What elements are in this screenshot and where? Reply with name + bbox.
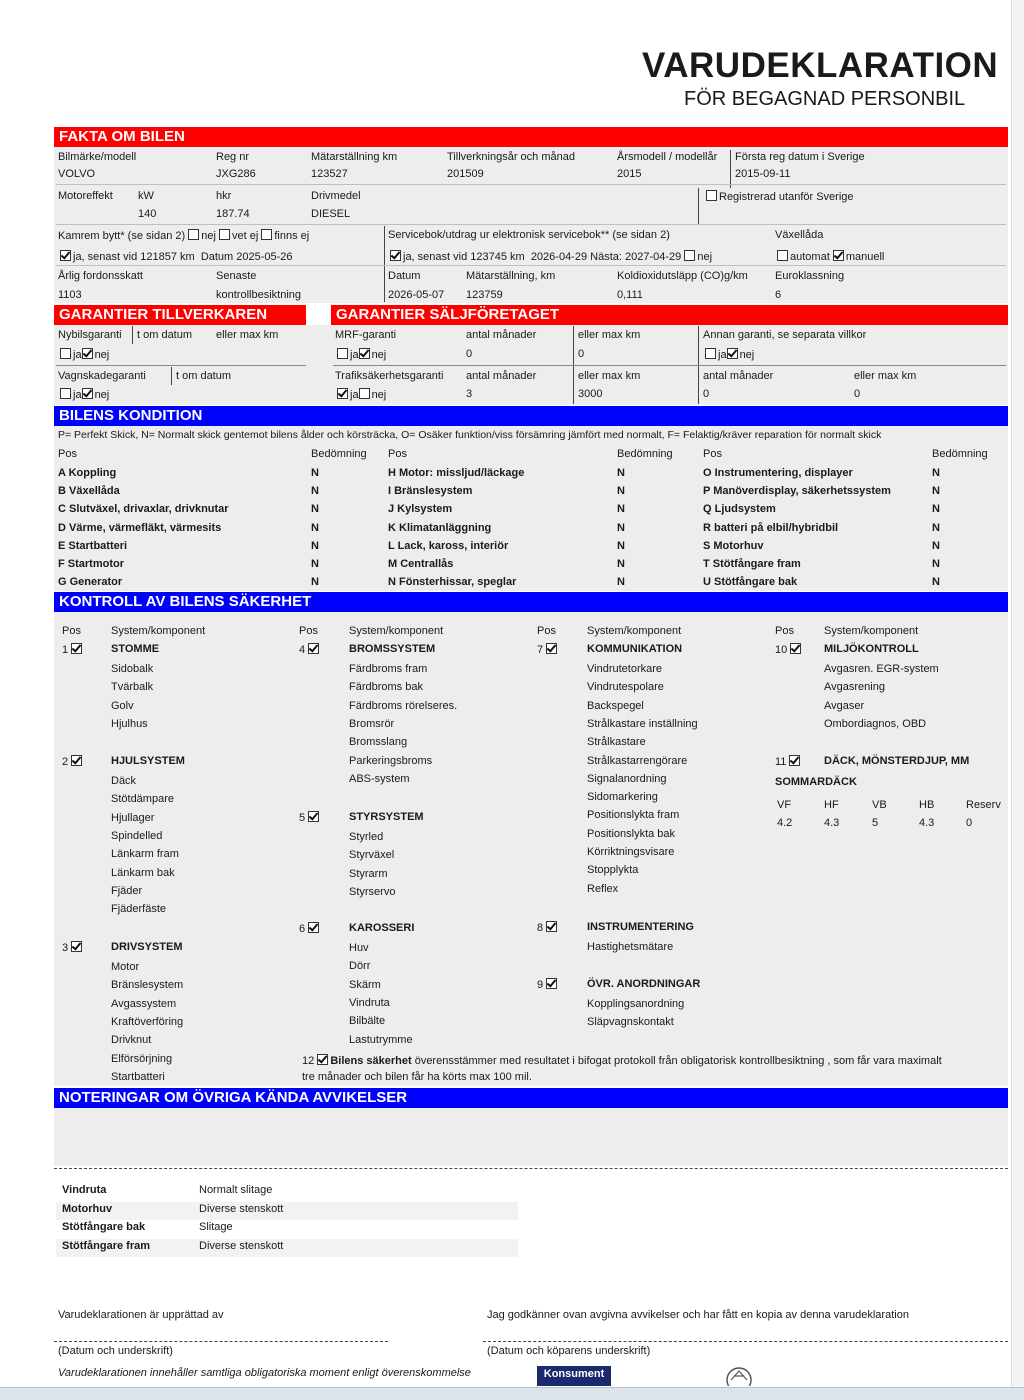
sommardack-label: SOMMARDÄCK bbox=[775, 776, 857, 788]
group-number: 8 bbox=[537, 922, 544, 934]
annan-janej: ja nej bbox=[705, 348, 754, 361]
kondition-item-value: N bbox=[932, 503, 940, 516]
manuell-checkbox[interactable] bbox=[833, 250, 844, 261]
kondition-item-value: N bbox=[311, 467, 319, 479]
section-garanti-salj-header: GARANTIER SÄLJFÖRETAGET bbox=[331, 305, 1008, 325]
label-nybilsgaranti: Nybilsgaranti bbox=[58, 329, 122, 341]
kondition-item-label: I Bränslesystem bbox=[388, 485, 473, 498]
vertical-scrollbar[interactable] bbox=[1011, 0, 1024, 1387]
sakerhet-item: Färdbroms fram bbox=[349, 663, 428, 675]
group-checkbox[interactable] bbox=[71, 755, 82, 766]
kondition-item-label: J Kylsystem bbox=[388, 503, 453, 516]
konsument-logo: Konsument bbox=[537, 1366, 611, 1386]
section-fakta-header: FAKTA OM BILEN bbox=[54, 127, 1008, 147]
sakerhet-item: Avgasrening bbox=[824, 681, 885, 694]
sakerhet-item: Strålkastarrengörare bbox=[587, 754, 688, 767]
signature-line-2[interactable] bbox=[483, 1341, 1008, 1342]
value-arsmodell: 2015 bbox=[617, 168, 642, 180]
kondition-item-value: N bbox=[932, 467, 940, 479]
sakerhet-item: Reflex bbox=[587, 882, 619, 895]
value-regnr: JXG286 bbox=[216, 168, 256, 180]
registrerad-utanfor-checkbox[interactable]: Registrerad utanför Sverige bbox=[706, 190, 854, 203]
sakerhet-item: Ombordiagnos, OBD bbox=[824, 717, 927, 730]
notering-key: Vindruta bbox=[62, 1184, 107, 1196]
group-checkbox[interactable] bbox=[308, 811, 319, 822]
value-drivmedel: DIESEL bbox=[311, 208, 351, 220]
kamrem-nej-checkbox[interactable] bbox=[188, 229, 199, 240]
label-tillv: Tillverkningsår och månad bbox=[447, 151, 575, 163]
sakerhet-item: Sidomarkering bbox=[587, 791, 658, 804]
label-arsmodell: Årsmodell / modellår bbox=[617, 151, 718, 163]
sakerhet-item: Däck bbox=[111, 775, 137, 787]
sakerhet-item: Parkeringsbroms bbox=[349, 754, 433, 767]
sakerhet-item: Länkarm fram bbox=[111, 848, 179, 861]
label-kw: kW bbox=[138, 190, 154, 202]
dack-col-header: HB bbox=[919, 799, 935, 811]
kamrem-ja-checkbox[interactable] bbox=[60, 250, 71, 261]
value-fordonsskatt: 1103 bbox=[58, 289, 82, 301]
kondition-item-value: N bbox=[932, 558, 940, 570]
kondition-item-label: U Stötfångare bak bbox=[703, 576, 798, 589]
annan-ja-checkbox[interactable] bbox=[705, 348, 716, 359]
sakerhet-item: Färdbroms rörelseres. bbox=[349, 699, 458, 712]
label-forsta: Första reg datum i Sverige bbox=[735, 151, 865, 163]
sakerhet-item: Tvärbalk bbox=[111, 681, 154, 694]
automat-checkbox[interactable] bbox=[777, 250, 788, 261]
notering-value: Normalt slitage bbox=[199, 1184, 273, 1196]
kondition-item-label: R batteri på elbil/hybridbil bbox=[703, 521, 839, 534]
value-matar: 123527 bbox=[311, 168, 348, 180]
dack-col-value: 4.3 bbox=[919, 817, 935, 829]
sakerhet-group-title: HJULSYSTEM bbox=[111, 755, 185, 767]
kondition-item-label: L Lack, kaross, interiör bbox=[388, 539, 509, 552]
sakerhet-g12-row2: tre månader och bilen får ha körts max 100 mil. bbox=[302, 1071, 532, 1083]
kondition-item-label: B Växellåda bbox=[58, 485, 120, 498]
sakerhet-group-5 bbox=[299, 811, 321, 824]
value-datum: 2026-05-07 bbox=[388, 289, 445, 301]
sakerhet-group-3 bbox=[62, 941, 84, 954]
signature-line-1[interactable] bbox=[54, 1341, 388, 1342]
group-number: 9 bbox=[537, 979, 544, 991]
kondition-item-value: N bbox=[617, 521, 625, 534]
kondition-item-label: D Värme, värmefläkt, värmesits bbox=[58, 521, 222, 534]
sakerhet-group-title: ÖVR. ANORDNINGAR bbox=[587, 978, 701, 990]
sakerhet-item: Vindrutetorkare bbox=[587, 663, 663, 675]
kondition-item-label: G Generator bbox=[58, 576, 123, 589]
service-ja-checkbox[interactable] bbox=[390, 250, 401, 261]
kondition-item-value: N bbox=[932, 521, 940, 534]
sakerhet-group-title: KOMMUNIKATION bbox=[587, 643, 683, 655]
noteringar-bg bbox=[54, 1108, 1008, 1166]
notering-key: Stötfångare fram bbox=[62, 1239, 151, 1252]
sakerhet-item: Stötdämpare bbox=[111, 793, 174, 806]
section-noteringar-header: NOTERINGAR OM ÖVRIGA KÄNDA AVVIKELSER bbox=[54, 1088, 1008, 1108]
kondition-item-value: N bbox=[617, 485, 625, 498]
sakerhet-item: Körriktningsvisare bbox=[587, 846, 675, 858]
group-checkbox[interactable] bbox=[789, 755, 800, 766]
group-checkbox[interactable] bbox=[308, 643, 319, 654]
sakerhet-item: Bilbälte bbox=[349, 1015, 386, 1028]
label-regnr: Reg nr bbox=[216, 151, 250, 163]
kondition-item-label: A Koppling bbox=[58, 467, 117, 479]
sakerhet-item: Styrväxel bbox=[349, 849, 395, 862]
sakerhet-group-title: INSTRUMENTERING bbox=[587, 921, 694, 933]
group-checkbox[interactable] bbox=[546, 978, 557, 989]
sakerhet-item: Dörr bbox=[349, 960, 371, 973]
label-trafik-antal: antal månader bbox=[466, 370, 537, 382]
dack-col-value: 0 bbox=[966, 817, 973, 829]
trafik-nej-checkbox[interactable] bbox=[359, 388, 370, 399]
value-hkr: 187.74 bbox=[216, 208, 250, 220]
sakerhet-group-10 bbox=[775, 643, 803, 656]
kond-bed-2: Bedömning bbox=[617, 448, 673, 460]
value-annan-man: 0 bbox=[703, 388, 710, 400]
label-motoreffekt: Motoreffekt bbox=[58, 190, 113, 202]
sakerhet-item: Styrarm bbox=[349, 867, 388, 880]
label-koldioxid: Koldioxidutsläpp (CO)g/km bbox=[617, 270, 748, 282]
sakerhet-pos-header: Pos bbox=[775, 625, 794, 637]
value-euro: 6 bbox=[775, 289, 782, 301]
label-trafik-ellermax: eller max km bbox=[578, 370, 641, 382]
kond-pos-1: Pos bbox=[58, 448, 77, 460]
group-checkbox[interactable] bbox=[546, 921, 557, 932]
notering-row bbox=[56, 1202, 518, 1220]
sakerhet-item: Huv bbox=[349, 942, 369, 954]
notering-value: Diverse stenskott bbox=[199, 1239, 284, 1252]
sakerhet-group-9 bbox=[537, 978, 559, 991]
sakerhet-system-header: System/komponent bbox=[111, 625, 206, 637]
kondition-item-value: N bbox=[311, 521, 319, 534]
service-nej-checkbox[interactable] bbox=[684, 250, 695, 261]
sakerhet-item: Kopplingsanordning bbox=[587, 998, 685, 1010]
value-matar2: 123759 bbox=[466, 289, 503, 301]
label-annan-antal: antal månader bbox=[703, 370, 774, 382]
sakerhet-item: Länkarm bak bbox=[111, 866, 175, 879]
notering-key: Stötfångare bak bbox=[62, 1221, 146, 1233]
label-matar: Mätarställning km bbox=[311, 151, 398, 163]
mrf-nej-checkbox[interactable] bbox=[359, 348, 370, 359]
group-number: 2 bbox=[62, 756, 69, 768]
group-number: 10 bbox=[775, 644, 788, 656]
kondition-item-label: M Centrallås bbox=[388, 558, 454, 570]
kondition-item-value: N bbox=[617, 558, 625, 570]
label-tom: t om datum bbox=[137, 329, 193, 341]
sakerhet-item: Stopplykta bbox=[587, 864, 639, 877]
trafik-janej: ja nej bbox=[337, 388, 386, 401]
kondition-item-value: N bbox=[311, 503, 319, 516]
sakerhet-item: Signalanordning bbox=[587, 772, 667, 785]
kamrem-ja-row: ja, senast vid 121857 km Datum 2025-05-26 bbox=[60, 250, 293, 263]
group-checkbox[interactable] bbox=[546, 643, 557, 654]
nybil-janej: ja nej bbox=[60, 348, 109, 361]
section-garanti-tillv-header: GARANTIER TILLVERKAREN bbox=[54, 305, 306, 325]
sakerhet-item: Vindruta bbox=[349, 996, 390, 1009]
sakerhet-group-7 bbox=[537, 643, 559, 656]
mrf-ja-checkbox[interactable] bbox=[337, 348, 348, 359]
sakerhet-item: Kraftöverföring bbox=[111, 1015, 184, 1028]
section-sakerhet-header: KONTROLL AV BILENS SÄKERHET bbox=[54, 592, 1008, 612]
sakerhet-pos-header: Pos bbox=[299, 625, 318, 637]
sakerhet-item: Släpvagnskontakt bbox=[587, 1016, 674, 1029]
label-senaste: Senaste bbox=[216, 270, 257, 282]
trafik-ja-checkbox[interactable] bbox=[337, 388, 348, 399]
kondition-item-value: N bbox=[932, 485, 940, 498]
sakerhet-g12-row: 12 Bilens säkerhet överensstämmer med resultatet i bifogat protokoll från obligatorisk kontrollbesiktning , som får vara maximalt bbox=[302, 1055, 942, 1067]
kondition-item-value: N bbox=[932, 539, 940, 552]
sakerhet-system-header: System/komponent bbox=[824, 625, 919, 637]
label-annan-ellermax: eller max km bbox=[854, 370, 917, 382]
section-kondition-header: BILENS KONDITION bbox=[54, 406, 1008, 426]
label-annan: Annan garanti, se separata villkor bbox=[703, 329, 867, 341]
sakerhet-item: Avgassystem bbox=[111, 997, 177, 1010]
group-number: 7 bbox=[537, 644, 544, 656]
sakerhet-item: Styrled bbox=[349, 831, 384, 843]
sakerhet-item: Backspegel bbox=[587, 699, 644, 712]
kondition-item-label: S Motorhuv bbox=[703, 539, 764, 552]
value-koldioxid: 0,111 bbox=[617, 289, 643, 301]
notering-row bbox=[56, 1183, 518, 1201]
dack-col-header: HF bbox=[824, 799, 839, 811]
kondition-legend: P= Perfekt Skick, N= Normalt skick gentemot bilens ålder och körsträcka, O= Osäker funktion/viss försämring jämfört med normalt, F= Felaktig/kräver reparation för normalt skick bbox=[58, 429, 882, 441]
kondition-item-label: F Startmotor bbox=[58, 558, 124, 570]
annan-nej-checkbox[interactable] bbox=[727, 348, 738, 359]
vagnskada-janej: ja nej bbox=[60, 388, 109, 401]
kondition-item-value: N bbox=[311, 558, 319, 570]
sakerhet-group-4 bbox=[299, 643, 321, 656]
sakerhet-group-title: KAROSSERI bbox=[349, 922, 415, 934]
footer-godkanner: Jag godkänner ovan avgivna avvikelser och har fått en kopia av denna varudeklaration bbox=[487, 1309, 909, 1321]
dack-col-header: VB bbox=[872, 799, 887, 811]
doc-subtitle: FÖR BEGAGNAD PERSONBIL bbox=[684, 88, 966, 110]
footer-upprattad: Varudeklarationen är upprättad av bbox=[58, 1309, 224, 1321]
value-mrf-km: 0 bbox=[578, 348, 585, 360]
service-ja-row: ja, senast vid 123745 km 2026-04-29 Nästa: 2027-04-29 nej bbox=[390, 250, 712, 263]
kond-bed-1: Bedömning bbox=[311, 448, 367, 460]
label-matar2: Mätarställning, km bbox=[466, 270, 556, 282]
sakerhet-item: Positionslykta bak bbox=[587, 827, 676, 840]
value-mrf-man: 0 bbox=[466, 348, 473, 360]
sakerhet-group-2 bbox=[62, 755, 84, 768]
kondition-item-label: T Stötfångare fram bbox=[703, 558, 801, 570]
sakerhet-item: Fjäderfäste bbox=[111, 903, 167, 916]
sakerhet-group-1 bbox=[62, 643, 84, 656]
sakerhet-item: Hjullager bbox=[111, 811, 155, 824]
label-bilmarke: Bilmärke/modell bbox=[58, 151, 137, 163]
sakerhet-group-11 bbox=[775, 755, 802, 768]
dack-col-value: 5 bbox=[872, 817, 879, 829]
kond-pos-2: Pos bbox=[388, 448, 407, 460]
sakerhet-item: ABS-system bbox=[349, 772, 410, 785]
sakerhet-item: Motor bbox=[111, 961, 140, 973]
group-number: 3 bbox=[62, 942, 69, 954]
kondition-item-value: N bbox=[617, 503, 625, 516]
dack-col-value: 4.3 bbox=[824, 817, 840, 829]
dack-col-value: 4.2 bbox=[777, 817, 793, 829]
kondition-item-label: P Manöverdisplay, säkerhetssystem bbox=[703, 485, 891, 498]
label-euro: Euroklassning bbox=[775, 270, 845, 282]
sakerhet-system-header: System/komponent bbox=[587, 625, 682, 637]
sakerhet-item: Positionslykta fram bbox=[587, 809, 680, 822]
label-vaxellada: Växellåda bbox=[775, 229, 824, 241]
kondition-item-value: N bbox=[617, 539, 625, 552]
kondition-item-label: E Startbatteri bbox=[58, 539, 128, 552]
sakerhet-item: Strålkastare bbox=[587, 736, 646, 749]
g12-checkbox[interactable] bbox=[317, 1054, 328, 1065]
sakerhet-item: Bromsslang bbox=[349, 736, 408, 749]
value-bilmarke: VOLVO bbox=[58, 168, 96, 180]
group-number: 6 bbox=[299, 923, 306, 935]
label-hkr: hkr bbox=[216, 190, 232, 202]
kondition-item-label: Q Ljudsystem bbox=[703, 503, 776, 516]
kondition-item-label: H Motor: missljud/läckage bbox=[388, 467, 525, 479]
footer-sign1: (Datum och underskrift) bbox=[58, 1345, 173, 1357]
group-number: 4 bbox=[299, 644, 306, 656]
sakerhet-item: Spindelled bbox=[111, 829, 163, 842]
group-checkbox[interactable] bbox=[71, 643, 82, 654]
sakerhet-item: Styrservo bbox=[349, 885, 396, 898]
sakerhet-group-title: STYRSYSTEM bbox=[349, 811, 424, 823]
bottom-scrollbar[interactable] bbox=[0, 1387, 1024, 1400]
notering-key: Motorhuv bbox=[62, 1202, 113, 1215]
kondition-item-value: N bbox=[617, 576, 625, 589]
label-vagnskada: Vagnskadegaranti bbox=[58, 370, 146, 382]
sakerhet-group-6 bbox=[299, 922, 321, 935]
label-mrf: MRF-garanti bbox=[335, 329, 397, 341]
checkbox-icon[interactable] bbox=[706, 190, 717, 201]
group-number: 11 bbox=[775, 756, 787, 768]
kamrem-vetej-checkbox[interactable] bbox=[219, 229, 230, 240]
sakerhet-group-title: DÄCK, MÖNSTERDJUP, MM bbox=[824, 755, 970, 767]
sakerhet-item: Bränslesystem bbox=[111, 979, 184, 992]
sakerhet-item: Skärm bbox=[349, 978, 381, 991]
sakerhet-item: Elförsörjning bbox=[111, 1052, 173, 1065]
sakerhet-item: Hjulhus bbox=[111, 717, 148, 730]
label-fordonsskatt: Årlig fordonsskatt bbox=[58, 270, 143, 282]
kond-pos-3: Pos bbox=[703, 448, 722, 460]
group-checkbox[interactable] bbox=[71, 941, 82, 952]
sakerhet-item: Golv bbox=[111, 699, 134, 712]
group-checkbox[interactable] bbox=[308, 922, 319, 933]
kondition-item-value: N bbox=[311, 576, 319, 589]
value-kw: 140 bbox=[138, 208, 157, 220]
group-number: 5 bbox=[299, 812, 306, 824]
sakerhet-item: Hastighetsmätare bbox=[587, 941, 674, 953]
sakerhet-item: Sidobalk bbox=[111, 663, 154, 675]
sakerhet-item: Avgaser bbox=[824, 699, 865, 712]
sakerhet-group-title: MILJÖKONTROLL bbox=[824, 643, 919, 655]
value-trafik-km: 3000 bbox=[578, 388, 603, 400]
sakerhet-item: Avgasren. EGR-system bbox=[824, 663, 939, 675]
vagnskada-nej-checkbox[interactable] bbox=[82, 388, 93, 399]
notering-value: Slitage bbox=[199, 1221, 233, 1233]
sakerhet-item: Vindrutespolare bbox=[587, 681, 664, 694]
vagnskada-ja-checkbox[interactable] bbox=[60, 388, 71, 399]
footer-sign2: (Datum och köparens underskrift) bbox=[487, 1345, 651, 1357]
dack-col-header: VF bbox=[777, 799, 792, 811]
sakerhet-pos-header: Pos bbox=[537, 625, 556, 637]
nybil-nej-checkbox[interactable] bbox=[82, 348, 93, 359]
value-tillv: 201509 bbox=[447, 168, 484, 180]
label-drivmedel: Drivmedel bbox=[311, 190, 361, 202]
label-trafik: Trafiksäkerhetsgaranti bbox=[335, 370, 444, 382]
label-kontrollbes: kontrollbesiktning bbox=[216, 289, 301, 301]
value-forsta: 2015-09-11 bbox=[735, 168, 791, 180]
sakerhet-system-header: System/komponent bbox=[349, 625, 444, 637]
label-tom2: t om datum bbox=[176, 370, 232, 382]
sakerhet-item: Lastutrymme bbox=[349, 1033, 413, 1046]
kondition-item-value: N bbox=[311, 539, 319, 552]
kond-bed-3: Bedömning bbox=[932, 448, 988, 460]
kondition-item-label: C Slutväxel, drivaxlar, drivknutar bbox=[58, 503, 229, 516]
kondition-item-label: K Klimatanläggning bbox=[388, 521, 492, 534]
kondition-item-value: N bbox=[617, 467, 625, 479]
nybil-ja-checkbox[interactable] bbox=[60, 348, 71, 359]
kamrem-finnsej-checkbox[interactable] bbox=[261, 229, 272, 240]
kondition-item-label: N Fönsterhissar, speglar bbox=[388, 576, 517, 589]
sakerhet-item: Fjäder bbox=[111, 884, 143, 897]
sakerhet-item: Startbatteri bbox=[111, 1070, 165, 1083]
mrf-janej: ja nej bbox=[337, 348, 386, 361]
sakerhet-item: Strålkastare inställning bbox=[587, 717, 698, 730]
sakerhet-group-title: STOMME bbox=[111, 643, 160, 655]
group-checkbox[interactable] bbox=[790, 643, 801, 654]
value-trafik-man: 3 bbox=[466, 388, 473, 400]
label-mrf-ellermax: eller max km bbox=[578, 329, 641, 341]
kondition-item-value: N bbox=[311, 485, 319, 498]
sakerhet-item: Bromsrör bbox=[349, 717, 395, 730]
emblem-icon bbox=[722, 1366, 756, 1386]
sakerhet-item: Färdbroms bak bbox=[349, 681, 423, 694]
doc-title: VARUDEKLARATION bbox=[642, 46, 999, 85]
label-ellermax: eller max km bbox=[216, 329, 279, 341]
label-datum: Datum bbox=[388, 270, 421, 282]
kondition-item-label: O Instrumentering, displayer bbox=[703, 467, 853, 479]
notering-value: Diverse stenskott bbox=[199, 1202, 284, 1215]
sakerhet-group-title: BROMSSYSTEM bbox=[349, 643, 436, 655]
group-number: 1 bbox=[62, 644, 69, 656]
value-annan-km: 0 bbox=[854, 388, 861, 400]
sakerhet-group-8 bbox=[537, 921, 559, 934]
sakerhet-item: Drivknut bbox=[111, 1034, 152, 1047]
kondition-item-value: N bbox=[932, 576, 940, 589]
sakerhet-group-title: DRIVSYSTEM bbox=[111, 941, 183, 953]
label-mrf-antal: antal månader bbox=[466, 329, 537, 341]
label-servicebok: Servicebok/utdrag ur elektronisk servicebok** (se sidan 2) bbox=[388, 229, 670, 241]
kamrem-row: Kamrem bytt* (se sidan 2) nej vet ej finns ej bbox=[58, 230, 310, 242]
vaxellada-row: automat manuell bbox=[777, 250, 884, 263]
sakerhet-pos-header: Pos bbox=[62, 625, 81, 637]
footer-note: Varudeklarationen innehåller samtliga obligatoriska moment enligt överenskommelse bbox=[58, 1367, 471, 1379]
dack-col-header: Reserv bbox=[966, 799, 1001, 811]
